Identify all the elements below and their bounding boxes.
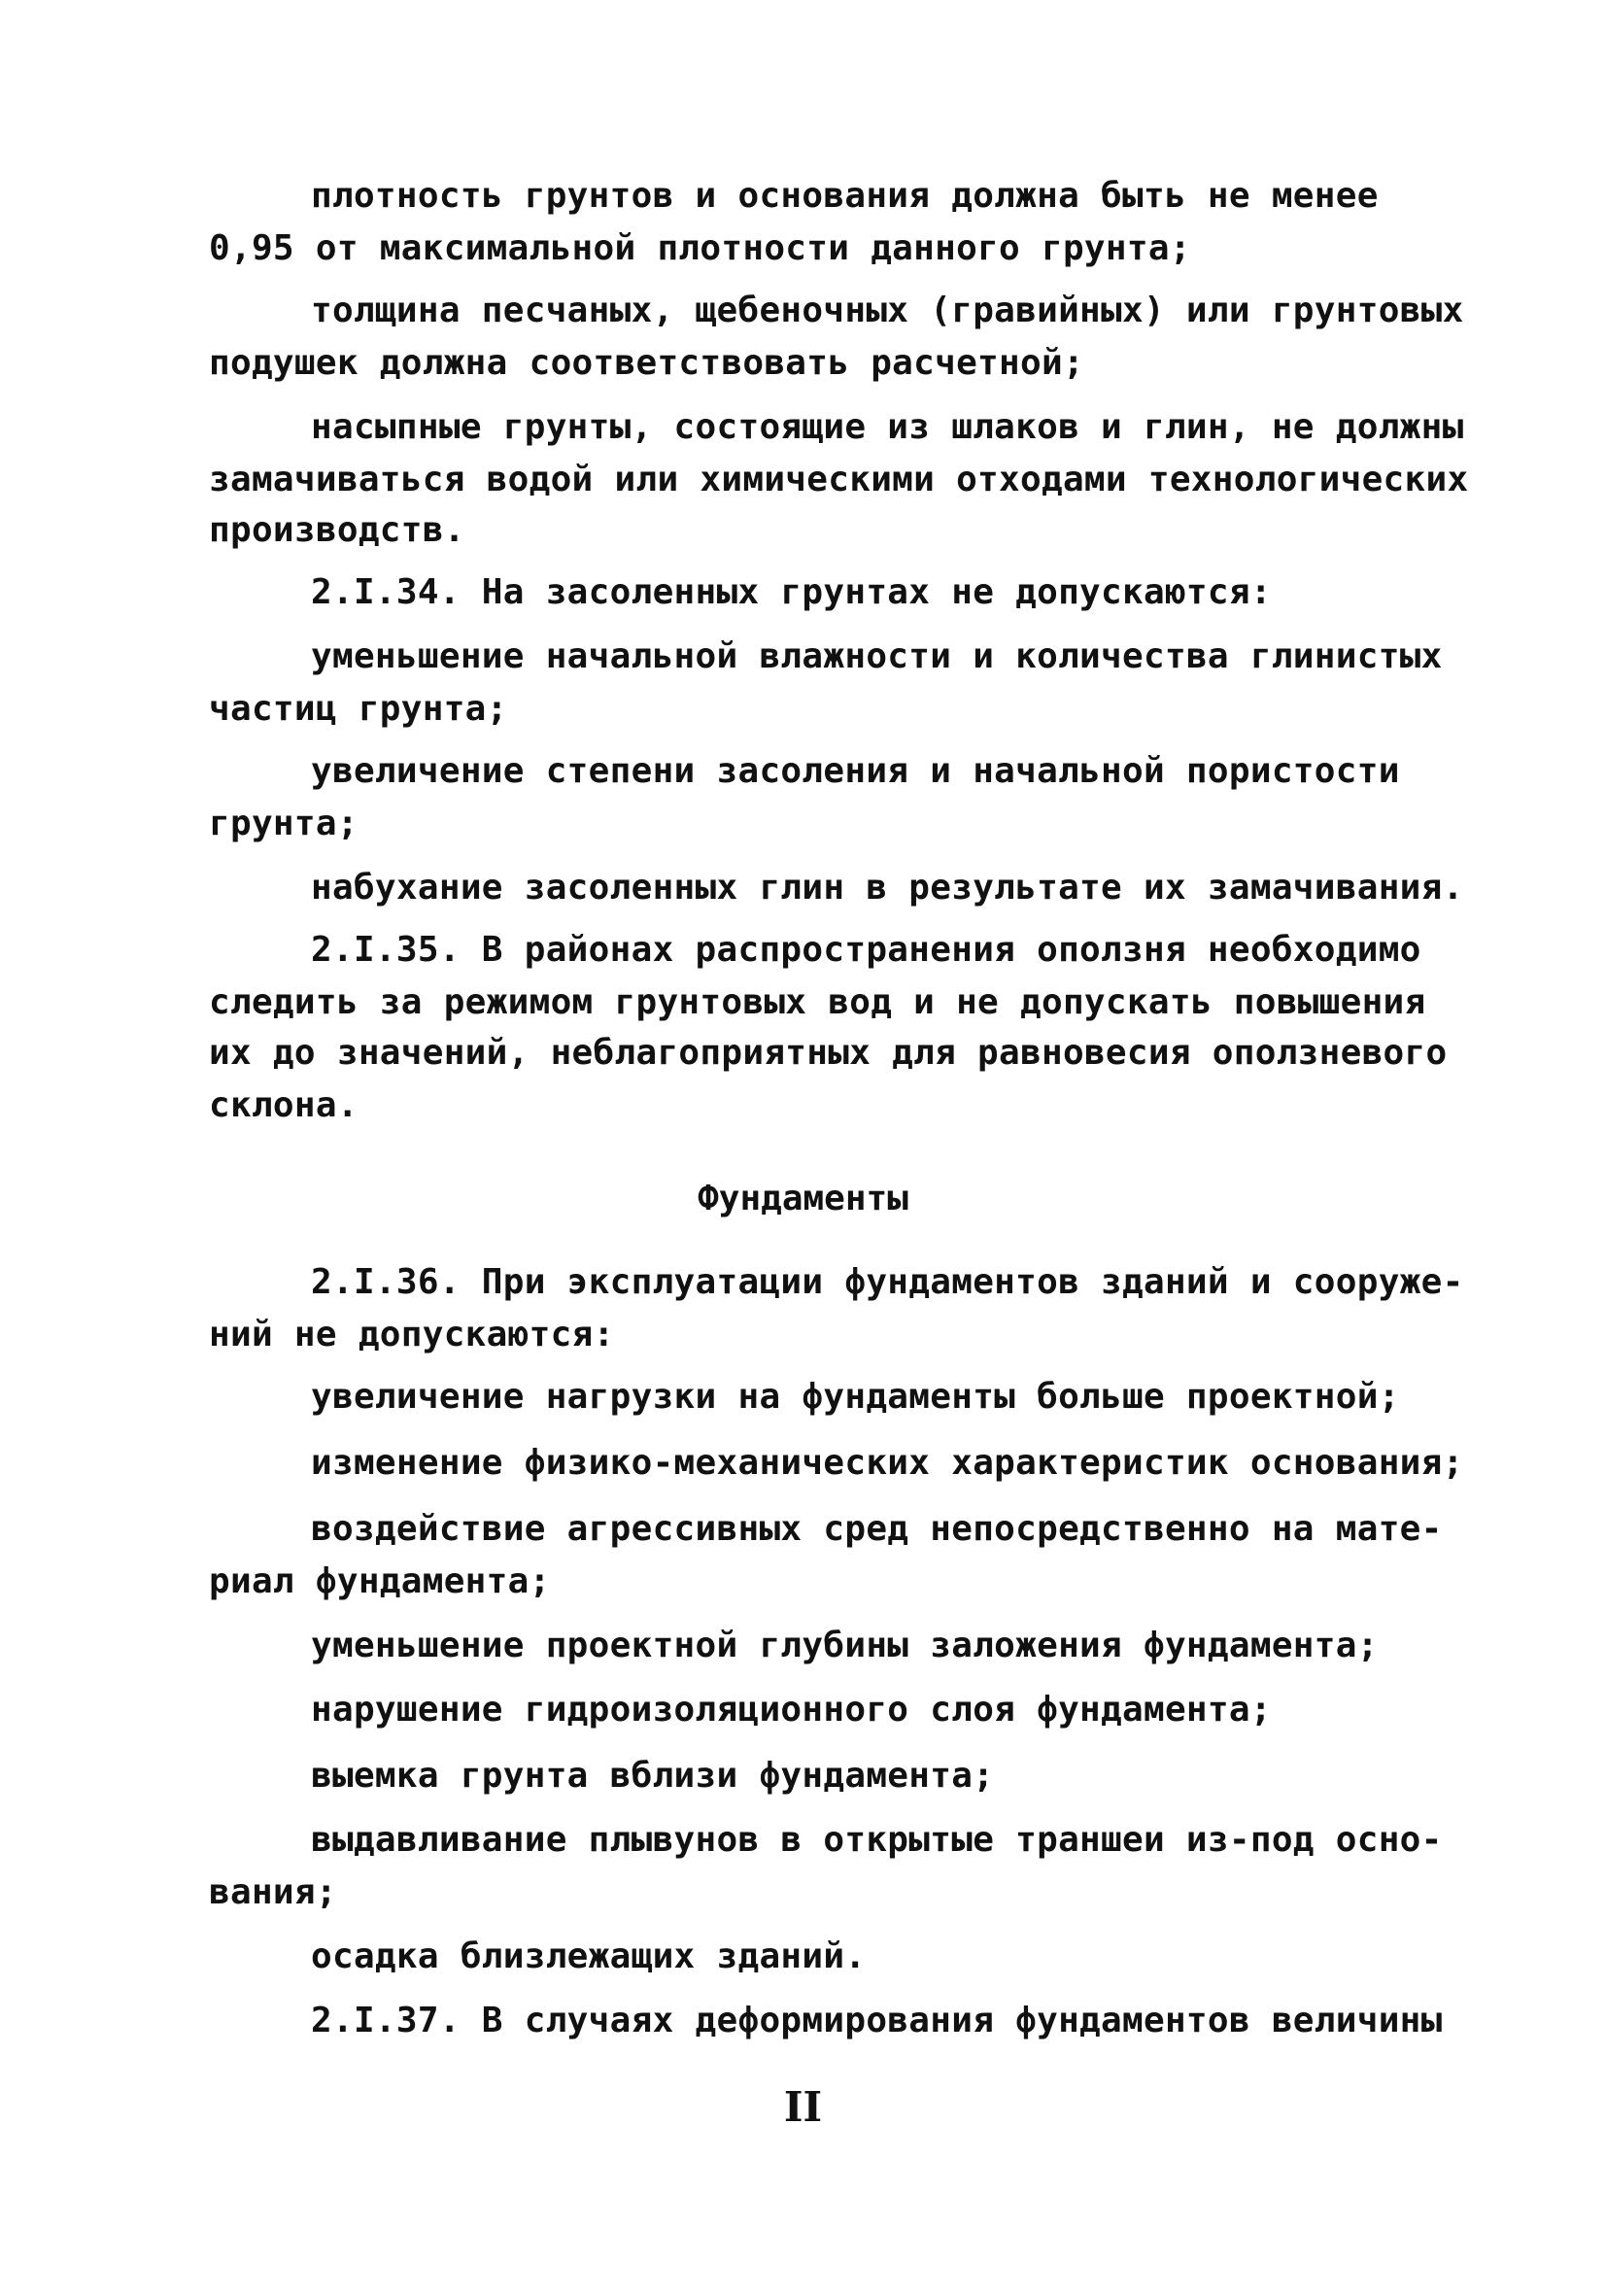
text-line: насыпные грунты, состоящие из шлаков и глин, не должны	[311, 407, 1464, 447]
clause-2-1-36: 2.I.36. При эксплуатации фундаментов зданий и сооруже-	[311, 1262, 1464, 1302]
text-line: грунта;	[209, 804, 359, 843]
text-line: набухание засоленных глин в результате их замачивания.	[311, 868, 1464, 908]
text-line: уменьшение начальной влажности и количества глинистых	[311, 636, 1443, 676]
clause-2-1-34: 2.I.34. На засоленных грунтах не допускаются:	[311, 572, 1272, 612]
text-line: риал фундамента;	[209, 1561, 551, 1601]
text-line: частиц грунта;	[209, 689, 508, 729]
text-line: увеличение степени засоления и начальной пористости	[311, 751, 1400, 791]
text-line: увеличение нагрузки на фундаменты больше проектной;	[311, 1377, 1400, 1417]
text-line: воздействие агрессивных сред непосредственно на мате-	[311, 1509, 1443, 1549]
text-line: вания;	[209, 1872, 337, 1912]
text-line: нарушение гидроизоляционного слоя фундамента;	[311, 1690, 1272, 1730]
text-line: производств.	[209, 510, 465, 550]
text-line: осадка близлежащих зданий.	[311, 1936, 867, 1976]
text-line: изменение физико-механических характеристик основания;	[311, 1443, 1464, 1483]
text-line: выдавливание плывунов в открытые траншеи из-под осно-	[311, 1820, 1443, 1860]
clause-2-1-35: 2.I.35. В районах распространения оползня необходимо	[311, 930, 1421, 970]
text-line: ний не допускаются:	[209, 1315, 615, 1354]
text-line: склона.	[209, 1085, 359, 1125]
text-line: толщина песчаных, щебеночных (гравийных) или грунтовых	[311, 291, 1464, 330]
text-line: следить за режимом грунтовых вод и не допускать повышения	[209, 982, 1426, 1022]
text-line: выемка грунта вблизи фундамента;	[311, 1756, 995, 1796]
text-line: замачиваться водой или химическими отходами технологических	[209, 460, 1469, 499]
text-line: плотность грунтов и основания должна быть не менее	[311, 176, 1379, 216]
section-heading: Фундаменты	[698, 1179, 908, 1218]
clause-2-1-37: 2.I.37. В случаях деформирования фундаментов величины	[311, 2001, 1443, 2040]
text-line: их до значений, неблагоприятных для равновесия оползневого	[209, 1033, 1448, 1073]
text-line: 0,95 от максимальной плотности данного грунта;	[209, 228, 1191, 268]
text-line: уменьшение проектной глубины заложения фундамента;	[311, 1626, 1379, 1665]
page-number: II	[783, 2083, 823, 2131]
text-line: подушек должна соответствовать расчетной;	[209, 343, 1084, 383]
